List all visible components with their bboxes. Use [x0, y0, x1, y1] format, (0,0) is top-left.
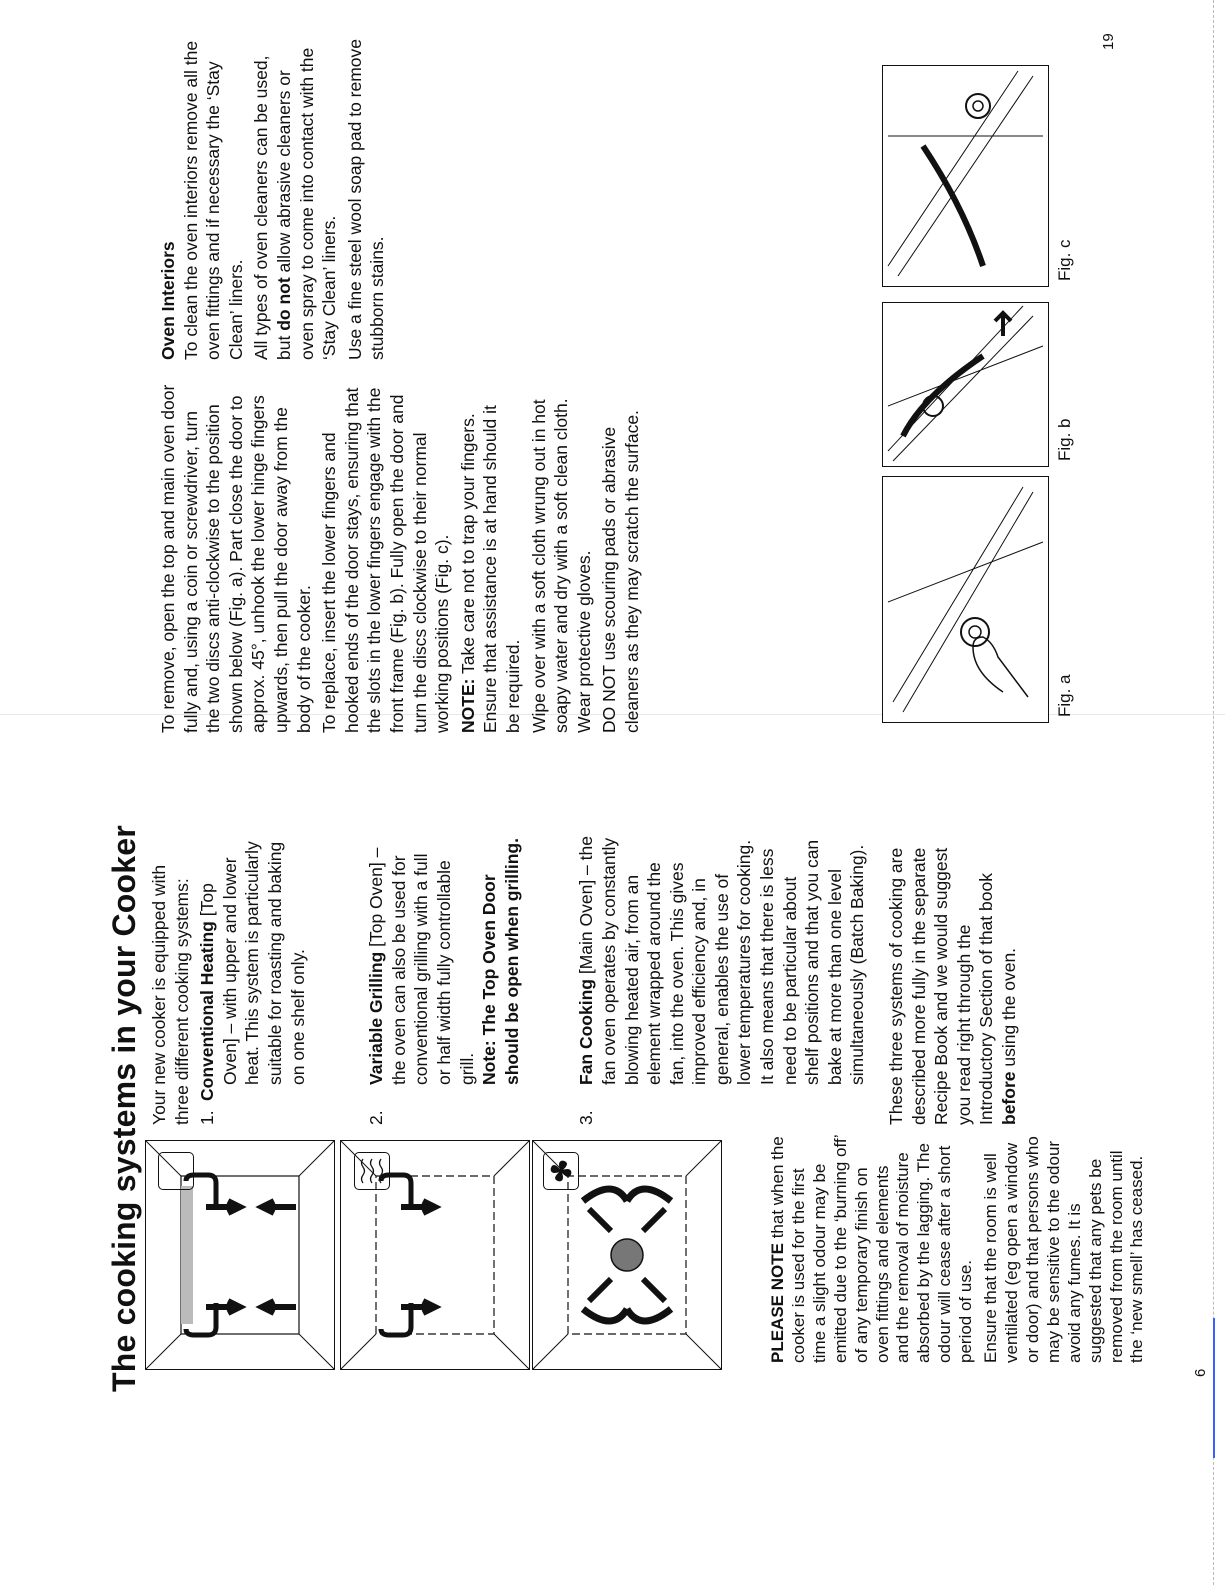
- figure-b: [882, 302, 1049, 467]
- note-label: NOTE:: [457, 678, 478, 733]
- figure-a-drawing: [883, 477, 1048, 722]
- all-types-text: [250, 30, 340, 360]
- wipe-text: Wipe over with a soft cloth wrung out in hot soapy water and dry with a soft clean cloth. Wear protective gloves.: [528, 398, 594, 733]
- remove-text: To remove, open the top and main oven door fully and, using a coin or screwdriver, turn the two discs anti-clockwise to the position shown below (Fig. a). Part close the door to approx. 45°, unhook the lower hinge fingers upwards, then pull the door away from the body of the cooker.: [158, 384, 314, 733]
- outro-bold: before: [999, 1071, 1019, 1125]
- system-3-name: Fan Cooking: [576, 979, 597, 1085]
- scan-marker: [1213, 1318, 1215, 1458]
- figure-c: [882, 65, 1049, 287]
- system-1-name: Conventional Heating: [197, 921, 218, 1101]
- all-types-bold: do not: [273, 277, 294, 331]
- oven-interiors-text: To clean the oven interiors remove all the oven fittings and if necessary the ‘Stay Clean’ liners.: [180, 40, 246, 360]
- system-2-number: 2.: [366, 1110, 387, 1125]
- outro-start: These three systems of cooking are described more fully in the separate Recipe Book and we would suggest you read right through the Introductory Section of that book: [886, 847, 997, 1125]
- outro-end: using the oven.: [999, 947, 1019, 1072]
- system-1-number: 1.: [197, 1110, 218, 1125]
- outro-text: [885, 835, 1021, 1125]
- please-note-text: that when the cooker is used for the first time a slight odour may be emitted due to the ‘burning off’ of any temporary finish on oven fittings and elements and the removal of moisture absorbed by the lagging. The odour will cease after a short period of use.: [768, 1134, 976, 1363]
- figure-c-label: Fig. c: [1055, 239, 1074, 281]
- figure-c-drawing: [883, 66, 1048, 286]
- steel-wool-text: Use a fine steel wool soap pad to remove stubborn stains.: [344, 38, 388, 360]
- door-removal-column: [157, 383, 646, 733]
- system-3-text: [Main Oven] – the fan oven operates by constantly blowing heated air, from an element wrapped around the fan, into the oven. This gives improved efficiency and, in general, enables the use of lower temperatures for cooking. It also means that there is less need to be particular about shelf positions and that you can bake at more than one level simultaneously (Batch Baking).: [576, 836, 868, 1085]
- replace-text: To replace, insert the lower fingers and hooked ends of the door stays, ensuring that the slots in the lower fingers engage with the front frame (Fig. b). Fully open the door and turn the discs clockwise to their normal working positions (Fig. c).: [319, 387, 453, 733]
- system-1-text: [Top Oven] – with upper and lower heat. This system is particularly suitable for roasting and baking on one shelf only.: [197, 841, 308, 1085]
- oven-interiors-heading: Oven Interiors: [158, 241, 178, 360]
- page-number-right: 19: [1100, 33, 1117, 50]
- do-not-text: DO NOT use scouring pads or abrasive cleaners as they may scratch the surface.: [599, 410, 642, 733]
- system-2-text: [Top Oven] – the oven can also be used for conventional grilling with a full or half width fully controllable grill.: [366, 847, 477, 1085]
- ensure-text: Ensure that the room is well ventilated (eg open a window or door) and that persons who may be sensitive to the odour avoid any fumes. It is suggested that any pets be removed from the room until the ‘new smell’ has ceased.: [981, 1136, 1147, 1363]
- system-3: [575, 835, 869, 1125]
- system-1: [196, 835, 309, 1125]
- all-types-end: allow abrasive cleaners or oven spray to come into contact with the ‘Stay Clean’ liners.: [273, 47, 340, 360]
- system-2-note: Note: The Top Oven Door should be open when grilling.: [479, 838, 522, 1085]
- system-2-name: Variable Grilling: [366, 951, 387, 1085]
- conventional-heating-icon: [158, 1152, 194, 1190]
- please-note-block: [768, 1133, 1151, 1363]
- figure-a: [882, 476, 1049, 723]
- system-3-number: 3.: [576, 1110, 597, 1125]
- figure-a-label: Fig. a: [1055, 674, 1074, 717]
- systems-column: [148, 835, 1024, 1125]
- oven-interiors-column: [157, 30, 392, 360]
- fan-icon: [543, 1152, 579, 1190]
- grill-icon: [354, 1152, 390, 1190]
- system-2: [365, 835, 523, 1125]
- figure-b-label: Fig. b: [1055, 418, 1074, 461]
- figure-b-drawing: [883, 303, 1048, 466]
- page-number-left: 6: [1192, 1368, 1209, 1377]
- page-title: The cooking systems in your Cooker: [106, 825, 142, 1392]
- please-note-label: PLEASE NOTE: [768, 1243, 787, 1363]
- intro-text: Your new cooker is equipped with three different cooking systems:: [149, 864, 192, 1125]
- all-types-start: All types of oven cleaners can be used, but: [251, 55, 294, 360]
- note-text: Take care not to trap your fingers. Ensure that assistance is at hand should it be required.: [457, 405, 523, 733]
